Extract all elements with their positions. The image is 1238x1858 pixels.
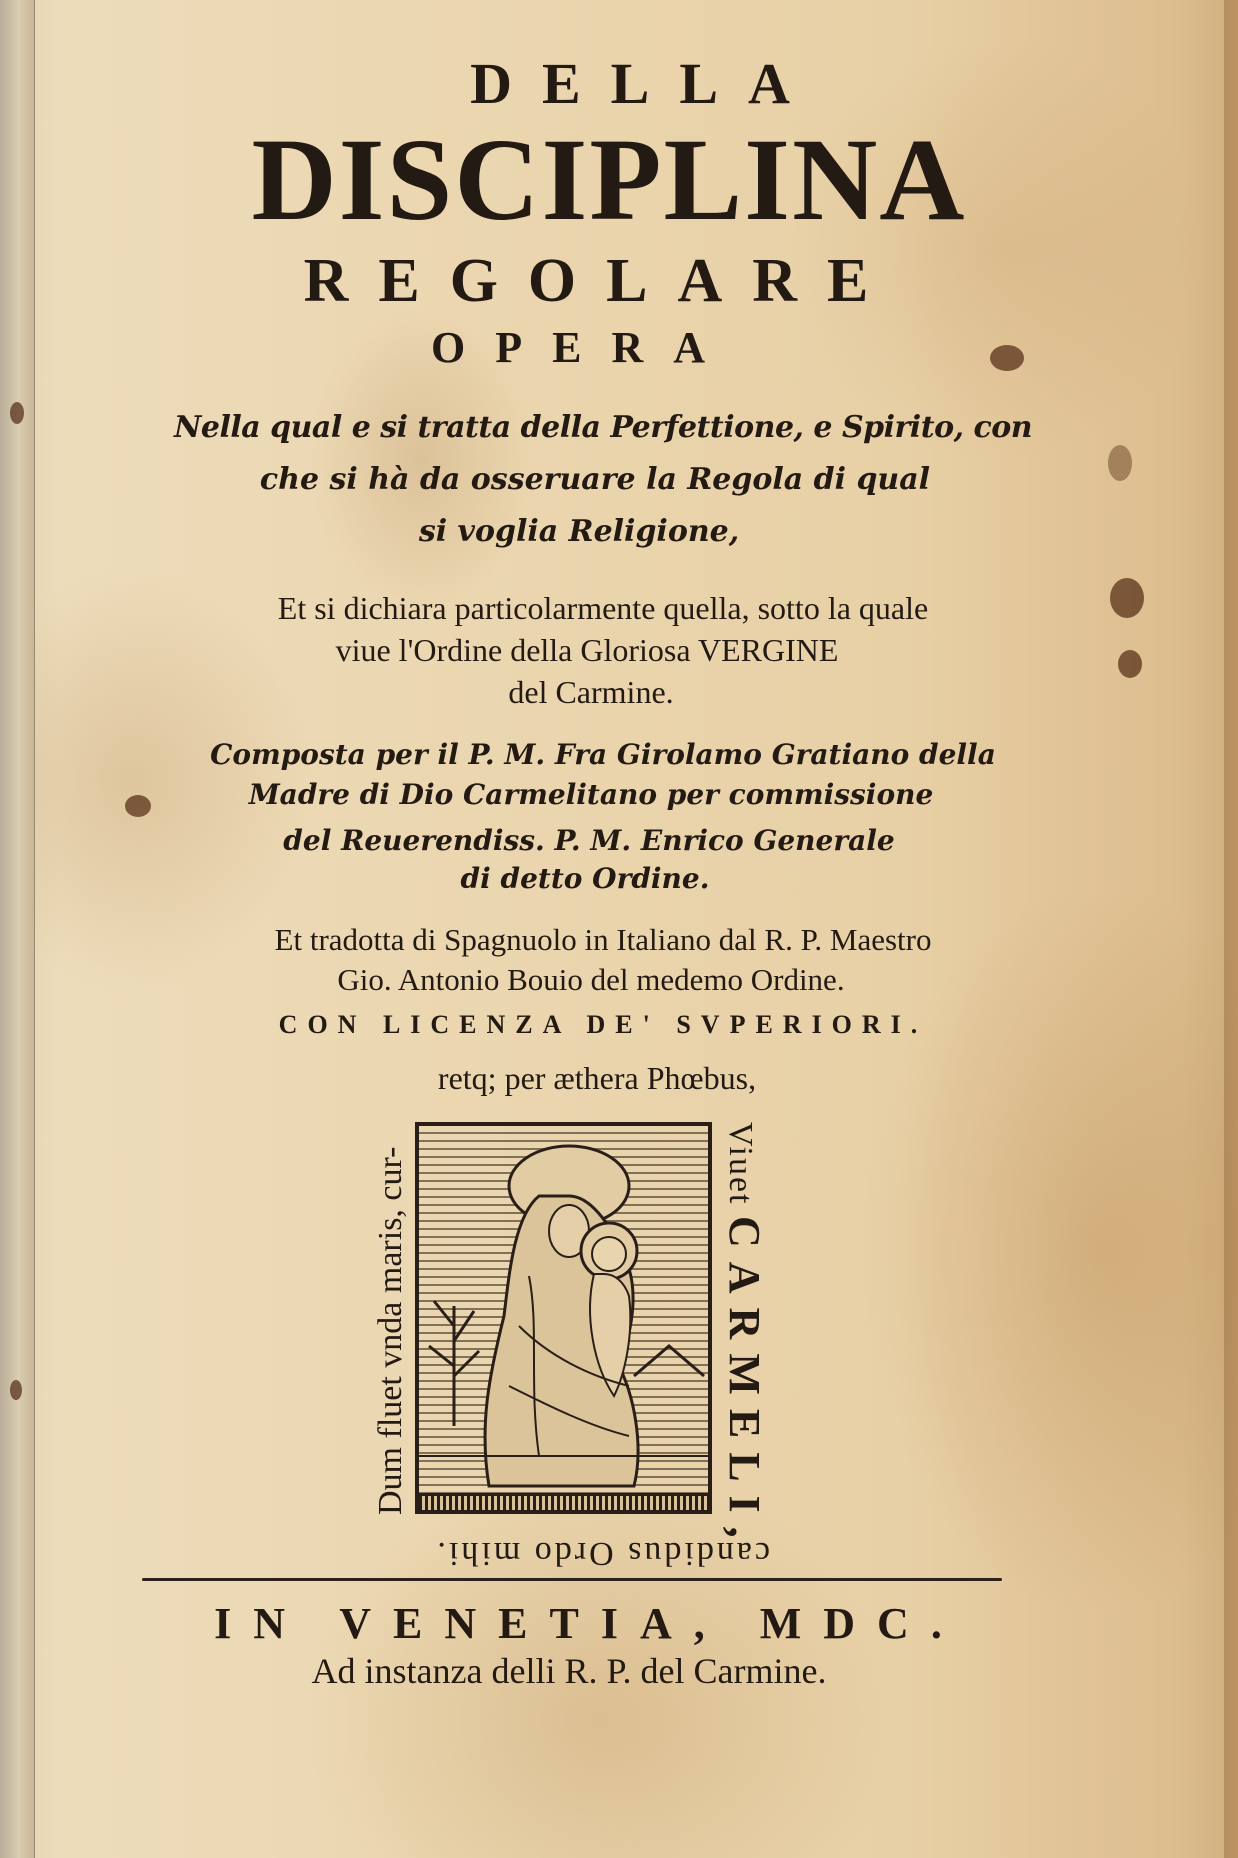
emblem-motto-right xyxy=(719,1122,770,1552)
madonna-child-illustration xyxy=(419,1126,708,1510)
stain-spot xyxy=(10,1380,22,1400)
title-regolare: REGOLARE xyxy=(303,247,899,315)
woodcut-madonna-and-child-image xyxy=(415,1122,712,1514)
emblem-motto-right-small: Viuet xyxy=(722,1122,759,1206)
translator-line: Et tradotta di Spagnuolo in Italiano dal R. P. Maestro xyxy=(274,922,932,957)
emblem-motto-bottom: candidus Ordo mihi. xyxy=(434,1535,770,1572)
declaration-line: Et si dichiara particolarmente quella, sotto la quale xyxy=(277,590,929,626)
woodcut-border-base xyxy=(419,1493,708,1510)
subtitle-line: che si hà da osseruare la Regola di qual xyxy=(259,462,931,497)
subtitle-line: Nella qual e si tratta della Perfettione, e Spirito, con xyxy=(173,410,1033,445)
emblem-motto-right-large: CARMELI, xyxy=(720,1216,769,1552)
page-edge xyxy=(1224,0,1238,1858)
title-disciplina: DISCIPLINA xyxy=(251,114,967,245)
horizontal-rule-divider xyxy=(142,1578,1002,1581)
author-line: Madre di Dio Carmelitano per commissione xyxy=(248,778,934,811)
author-line: del Reuerendiss. P. M. Enrico Generale xyxy=(283,824,895,857)
declaration-line: del Carmine. xyxy=(508,674,674,710)
translator-line: Gio. Antonio Bouio del medemo Ordine. xyxy=(337,962,845,997)
title-della: DELLA xyxy=(470,51,820,116)
subtitle-line: si voglia Religione, xyxy=(418,514,740,549)
emblem-motto-left: Dum fluet vnda maris, cur- xyxy=(372,1146,409,1515)
author-line: di detto Ordine. xyxy=(460,862,710,895)
license-line: CON LICENZA DE' SVPERIORI. xyxy=(278,1010,928,1039)
declaration-line: viue l'Ordine della Gloriosa VERGINE xyxy=(335,632,839,668)
title-opera: OPERA xyxy=(431,323,735,372)
imprint-publisher: Ad instanza delli R. P. del Carmine. xyxy=(311,1651,827,1691)
imprint-place-date: IN VENETIA, MDC. xyxy=(214,1599,964,1648)
author-line: Composta per il P. M. Fra Girolamo Gratiano della xyxy=(210,738,996,771)
emblem-motto-top: retq; per æthera Phœbus, xyxy=(437,1060,757,1096)
